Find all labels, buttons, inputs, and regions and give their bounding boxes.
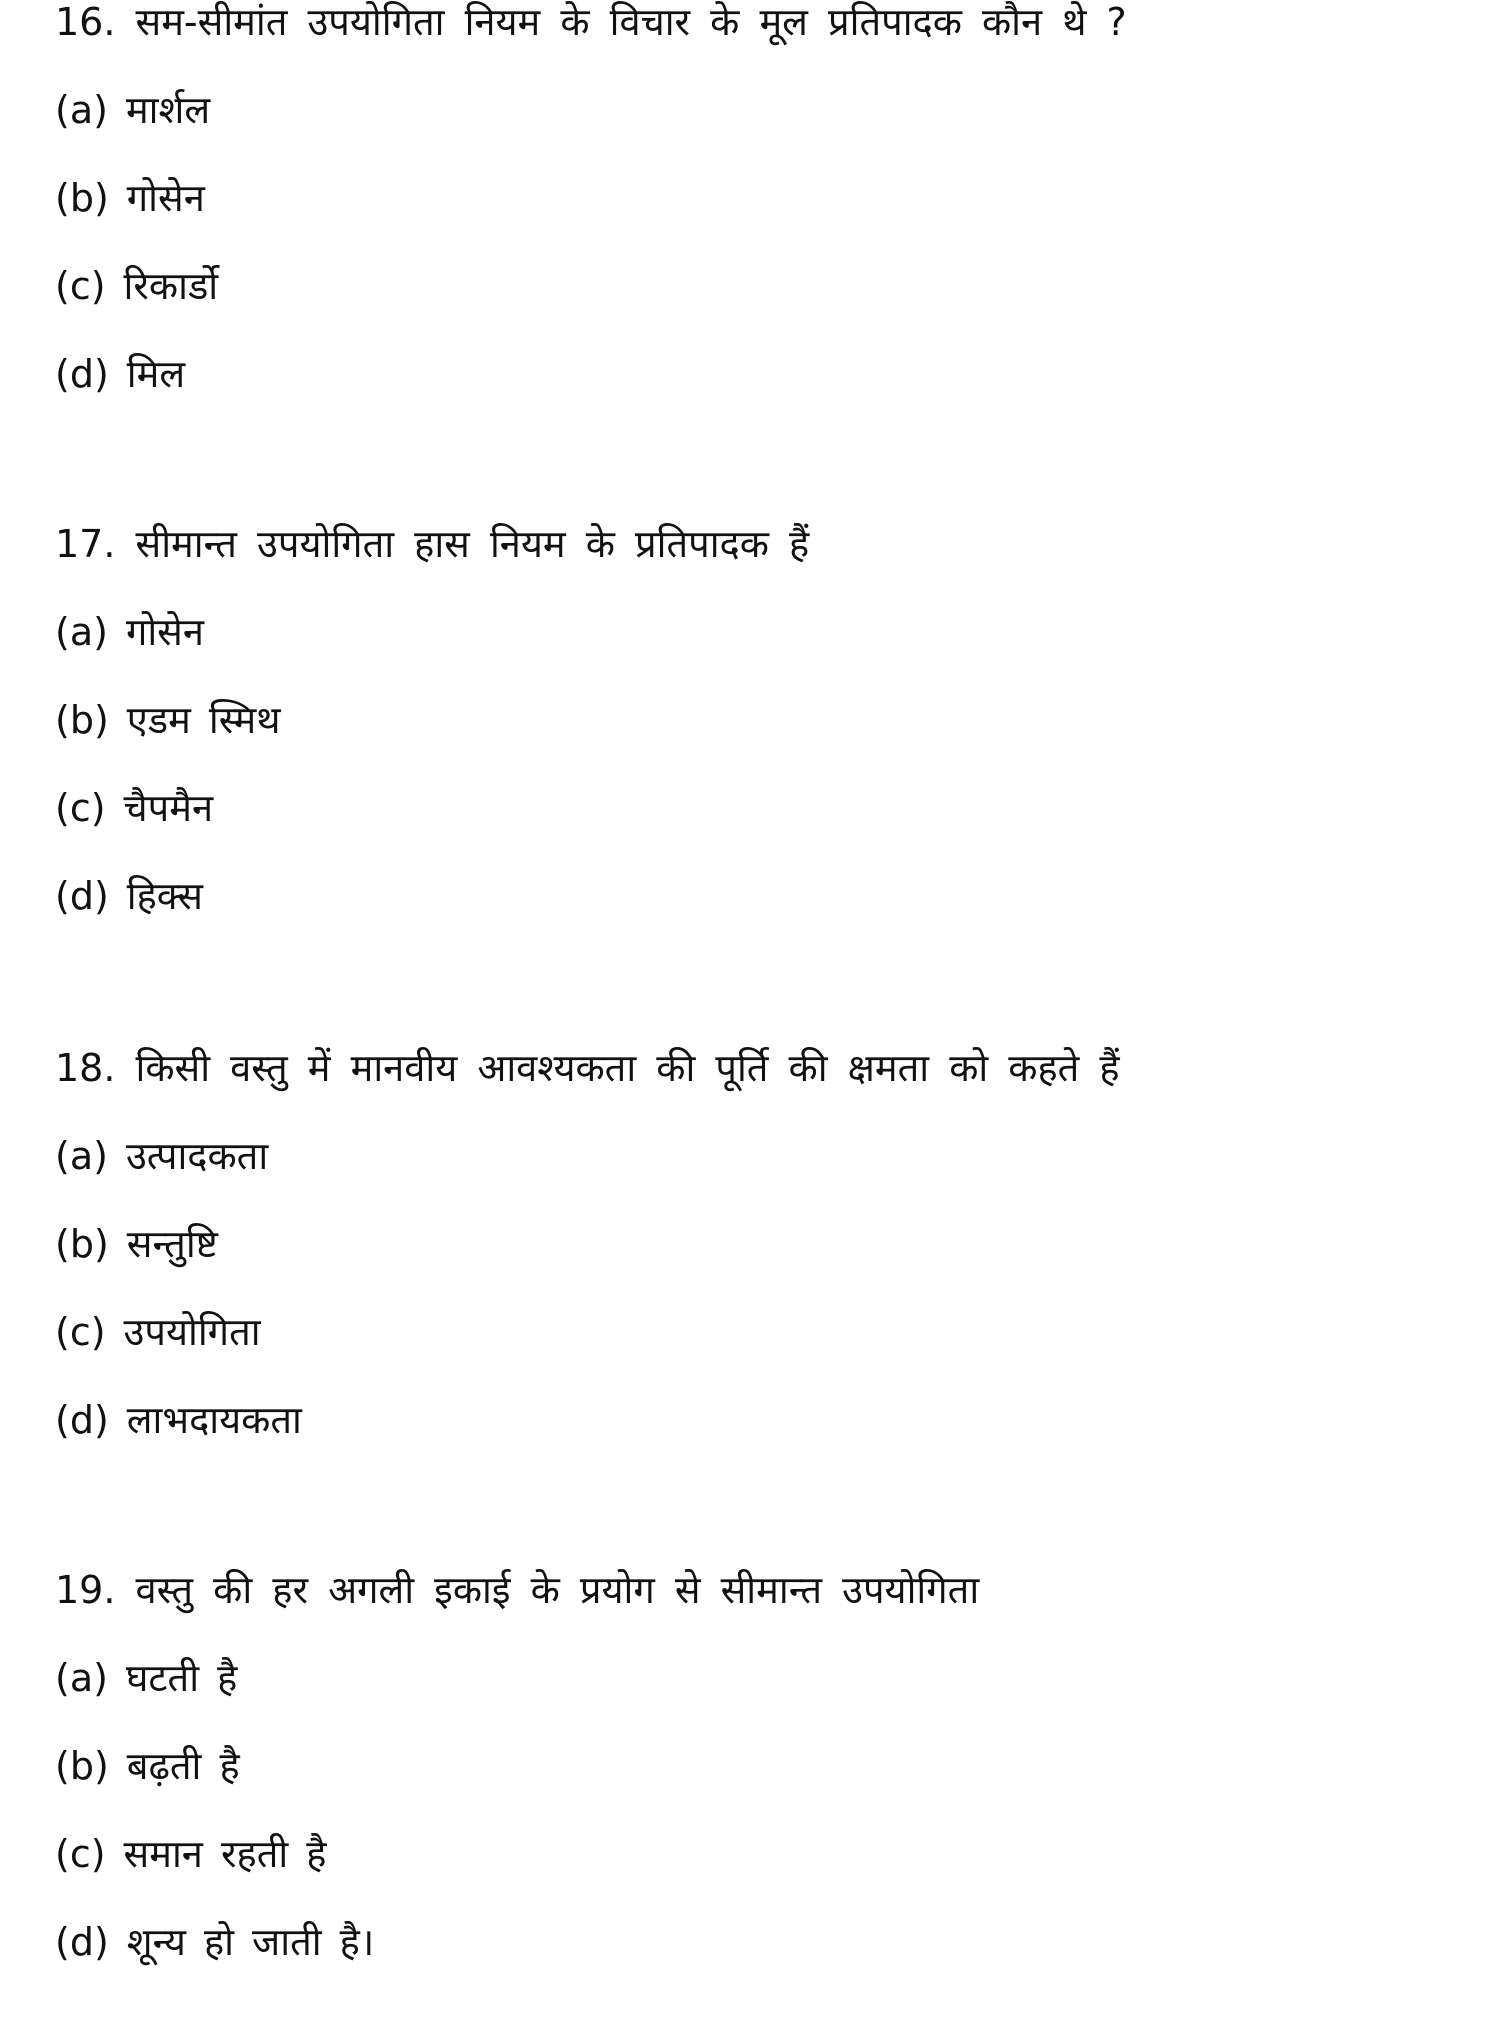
option-text: रिकार्डो bbox=[123, 264, 219, 308]
option-d bbox=[55, 1920, 1475, 1964]
option-b bbox=[55, 698, 1475, 742]
option-c bbox=[55, 786, 1475, 830]
option-label: (a) bbox=[55, 1134, 108, 1178]
option-label: (b) bbox=[55, 1222, 109, 1266]
option-text: समान रहती है bbox=[123, 1832, 327, 1876]
question-text: 17. सीमान्त उपयोगिता हास नियम के प्रतिपादक हैं bbox=[55, 522, 810, 566]
option-b bbox=[55, 1222, 1475, 1266]
question-text: 16. सम-सीमांत उपयोगिता नियम के विचार के मूल प्रतिपादक कौन थे ? bbox=[55, 0, 1127, 44]
option-d bbox=[55, 1398, 1475, 1442]
option-label: (d) bbox=[55, 352, 109, 396]
option-label: (a) bbox=[55, 1656, 108, 1700]
option-text: उत्पादकता bbox=[125, 1134, 269, 1178]
option-text: मार्शल bbox=[125, 88, 211, 132]
option-label: (c) bbox=[55, 786, 106, 830]
option-c bbox=[55, 1310, 1475, 1354]
option-text: चैपमैन bbox=[123, 786, 214, 830]
option-a bbox=[55, 610, 1475, 654]
option-label: (c) bbox=[55, 1832, 106, 1876]
option-d bbox=[55, 352, 1475, 396]
option-text: उपयोगिता bbox=[123, 1310, 261, 1354]
option-label: (d) bbox=[55, 874, 109, 918]
option-text: शून्य हो जाती है। bbox=[126, 1920, 375, 1964]
option-a bbox=[55, 1134, 1475, 1178]
option-b bbox=[55, 176, 1475, 220]
option-text: बढ़ती है bbox=[126, 1744, 240, 1788]
option-text: मिल bbox=[126, 352, 186, 396]
option-label: (a) bbox=[55, 610, 108, 654]
question-16 bbox=[55, 0, 1475, 396]
option-c bbox=[55, 1832, 1475, 1876]
option-text: गोसेन bbox=[125, 610, 204, 654]
question-18 bbox=[55, 1046, 1475, 1442]
option-text: हिक्स bbox=[126, 874, 203, 918]
option-label: (b) bbox=[55, 176, 109, 220]
option-d bbox=[55, 874, 1475, 918]
question-text: 18. किसी वस्तु में मानवीय आवश्यकता की पूर्ति की क्षमता को कहते हैं bbox=[55, 1046, 1120, 1090]
option-label: (b) bbox=[55, 698, 109, 742]
option-a bbox=[55, 88, 1475, 132]
option-text: गोसेन bbox=[126, 176, 205, 220]
option-a bbox=[55, 1656, 1475, 1700]
option-b bbox=[55, 1744, 1475, 1788]
option-text: लाभदायकता bbox=[126, 1398, 302, 1442]
question-19 bbox=[55, 1568, 1475, 1964]
option-label: (c) bbox=[55, 264, 106, 308]
option-label: (b) bbox=[55, 1744, 109, 1788]
option-label: (d) bbox=[55, 1920, 109, 1964]
option-text: सन्तुष्टि bbox=[126, 1222, 218, 1266]
question-text: 19. वस्तु की हर अगली इकाई के प्रयोग से सीमान्त उपयोगिता bbox=[55, 1568, 980, 1612]
question-17 bbox=[55, 522, 1475, 918]
option-text: एडम स्मिथ bbox=[126, 698, 281, 742]
option-label: (a) bbox=[55, 88, 108, 132]
option-text: घटती है bbox=[125, 1656, 238, 1700]
option-label: (d) bbox=[55, 1398, 109, 1442]
option-c bbox=[55, 264, 1475, 308]
option-label: (c) bbox=[55, 1310, 106, 1354]
